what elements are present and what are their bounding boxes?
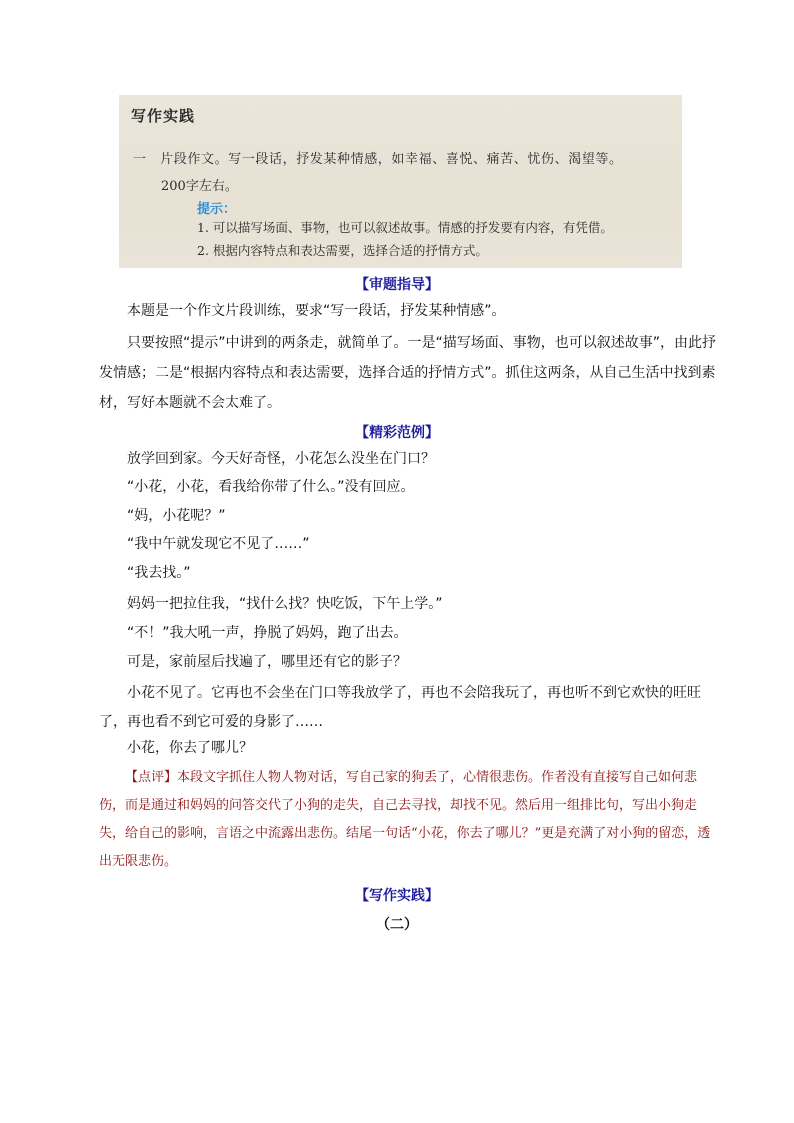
comment-paragraph: 【点评】本段文字抓住人物人物对话，写自己家的狗丢了，心情很悲伤。作者没有直接写自己如何悲伤，而是通过和妈妈的问答交代了小狗的走失，自己去寻找，却找不见。然后用一组排比句，写出小狗走失，给自己的影响，言语之中流露出悲伤。结尾一句话“小花，你去了哪儿？”更是充满了对小狗的留恋，透出无限悲伤。 bbox=[99, 770, 711, 869]
scan-task-line: 200字左右。 bbox=[161, 179, 238, 194]
scan-tip-item: 2. 根据内容特点和表达需要，选择合适的抒情方式。 bbox=[197, 243, 488, 258]
textbook-scan-image bbox=[119, 95, 682, 268]
paragraph: 只要按照“提示”中讲到的两条走，就简单了。一是“描写场面、事物，也可以叙述故事”，由此抒发情感；二是“根据内容特点和表达需要，选择合适的抒情方式”。抓住这两条，从自己生活中找到素材，写好本题就不会太难了。 bbox=[99, 335, 717, 411]
scan-task-line: 一 片段作文。写一段话，抒发某种情感，如幸福、喜悦、痛苦、忧伤、渴望等。 bbox=[133, 152, 623, 167]
scan-tip-label: 提示： bbox=[197, 202, 237, 217]
section-title-guidance: 【审题指导】 bbox=[355, 277, 439, 293]
scan-heading: 写作实践 bbox=[131, 107, 196, 125]
scan-tip-item: 1. 可以描写场面、事物，也可以叙述故事。情感的抒发要有内容，有凭借。 bbox=[197, 220, 613, 235]
example-line: “我中午就发现它不见了……” bbox=[127, 536, 310, 552]
example-line: 妈妈一把拉住我，“找什么找？快吃饭，下午上学。” bbox=[127, 596, 443, 612]
section-title-practice: 【写作实践】 bbox=[355, 888, 439, 904]
example-line: “小花，小花，看我给你带了什么。”没有回应。 bbox=[127, 479, 415, 495]
example-line: 小花，你去了哪儿？ bbox=[127, 740, 253, 756]
section-title-example: 【精彩范例】 bbox=[355, 425, 439, 441]
example-line: 小花不见了。它再也不会坐在门口等我放学了，再也不会陪我玩了，再也听不到它欢快的旺旺了，再也看不到它可爱的身影了…… bbox=[99, 685, 701, 730]
example-line: 可是，家前屋后找遍了，哪里还有它的影子？ bbox=[127, 654, 407, 670]
example-line: 放学回到家。今天好奇怪，小花怎么没坐在门口？ bbox=[127, 451, 435, 467]
example-line: “妈，小花呢？” bbox=[127, 508, 226, 524]
example-line: “我去找。” bbox=[127, 565, 191, 581]
paragraph: 本题是一个作文片段训练，要求“写一段话，抒发某种情感”。 bbox=[127, 303, 506, 319]
section-subtitle: （二） bbox=[376, 917, 418, 933]
example-line: “不！”我大吼一声，挣脱了妈妈，跑了出去。 bbox=[127, 625, 408, 641]
